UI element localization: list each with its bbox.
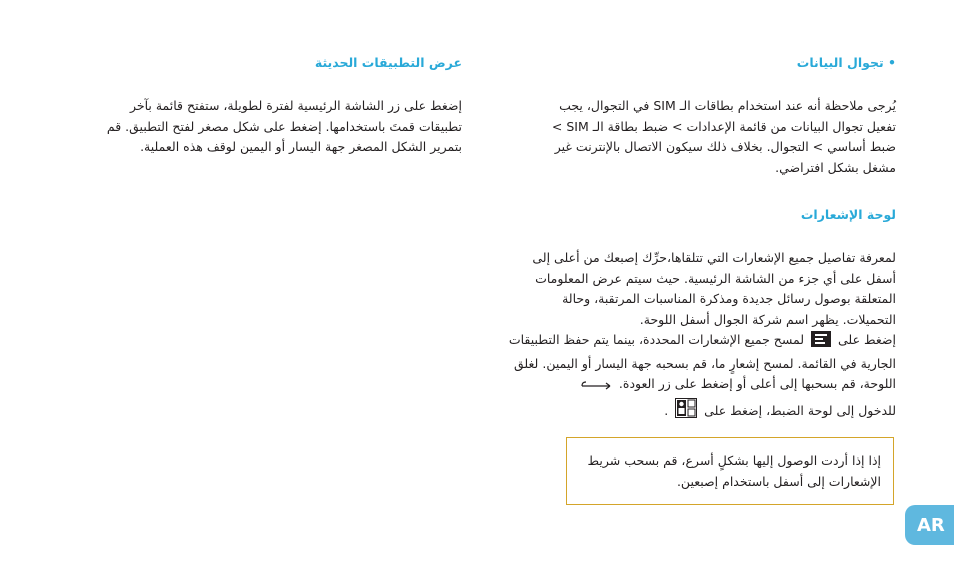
notifications-line: التحميلات. يظهر اسم شركة الجوال أسفل اللوحة. <box>639 311 896 327</box>
roaming-line: ضبط أساسي > التجوال. بخلاف ذلك سيكون الاتصال بالإنترنت غير <box>554 139 896 154</box>
clear-before-text: إضغط على <box>838 332 896 347</box>
roaming-paragraph <box>516 96 896 178</box>
recent-apps-line: بتمرير الشكل المصغر جهة اليسار أو اليمين لوقف هذه العملية. <box>140 139 462 154</box>
roaming-heading: • تجوال البيانات <box>796 55 896 70</box>
recent-apps-paragraph <box>82 96 462 158</box>
recent-apps-line: إضغط على زر الشاشة الرئيسية لفترة لطويلة، ستفتح قائمة بآخر <box>129 98 462 113</box>
clear-notifications-line <box>508 330 896 354</box>
clear-after-text: لمسح جميع الإشعارات المحددة، بينما يتم حفظ التطبيقات <box>508 332 805 347</box>
notifications-line: الجارية في القائمة. لمسح إشعارٍ ما، قم بسحبه جهة اليسار أو اليمين. لغلق <box>513 355 896 371</box>
notifications-paragraph <box>508 248 896 424</box>
tip-line: الإشعارات إلى أسفل باستخدام إصبعين. <box>676 474 881 489</box>
notifications-line: المتعلقة بوصول رسائل جديدة ومذكرة المناسبات المرتقبة، وحالة <box>562 291 896 306</box>
settings-text: للدخول إلى لوحة الضبط، إضغط على <box>704 402 896 418</box>
back-button-line <box>516 374 896 398</box>
tip-line: إذا إذا أردت الوصول إليها بشكلٍ أسرع، قم بسحب شريط <box>587 453 881 468</box>
roaming-line: مشغل بشكل افتراضي. <box>775 159 896 175</box>
tip-box <box>566 437 894 505</box>
clear-all-icon <box>811 331 831 354</box>
notifications-heading: لوحة الإشعارات <box>800 207 896 222</box>
roaming-line: يُرجى ملاحظة أنه عند استخدام بطاقات الـ SIM في التجوال، يجب <box>559 98 896 113</box>
recent-apps-line: تطبيقات قمتَ باستخدامها. إضغط على شكل مصغر لفتح التطبيق. قم <box>106 118 462 134</box>
roaming-line: تفعيل تجوال البيانات من قائمة الإعدادات > ضبط بطاقة الـ SIM > <box>551 118 896 134</box>
recent-apps-heading: عرض التطبيقات الحديثة <box>314 55 462 70</box>
back-arrow-icon <box>580 377 612 398</box>
notifications-line: أسفل على أي جزء من الشاشة الرئيسية. حيث سيتم عرض المعلومات <box>535 270 896 286</box>
back-line-text: اللوحة، قم بسحبها إلى أعلى أو إضغط على زر العودة. <box>618 376 896 391</box>
notifications-line: لمعرفة تفاصيل جميع الإشعارات التي تتلقاها،حرِّك إصبعك من أعلى إلى <box>532 250 896 265</box>
settings-panel-icon <box>675 398 697 425</box>
settings-line: للدخول إلى لوحة الضبط، إضغط على . <box>516 398 896 425</box>
language-tab: AR <box>905 505 954 545</box>
